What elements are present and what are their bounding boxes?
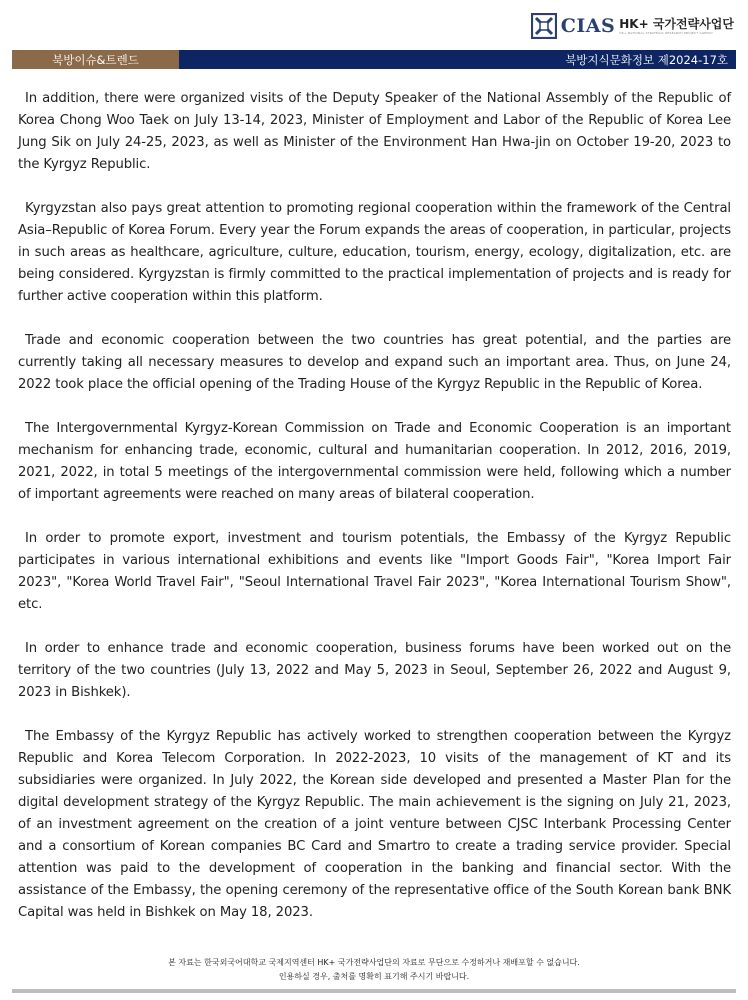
cias-logo bbox=[531, 12, 734, 40]
section-label: 북방이슈&트렌드 bbox=[12, 50, 179, 69]
paragraph: In order to enhance trade and economic cooperation, business forums have been worked out on the territory of the two countries (July 13, 2022 and May 5, 2023 in Seoul, September 26, 2022 and August 9, 2023 in Bishkek). bbox=[18, 641, 731, 700]
paragraph: Trade and economic cooperation between the two countries has great potential, and the parties are currently taking all necessary measures to develop and expand such an important area. Thus, on June 24, 2022 took place the official opening of the Trading House of the Kyrgyz Republic in the Republic of Korea. bbox=[18, 333, 731, 392]
logo-subtitle: HK+ NATIONAL STRATEGIC RESEARCH PROJECT AGENCY bbox=[619, 30, 714, 35]
article-body bbox=[18, 88, 731, 946]
paragraph: Kyrgyzstan also pays great attention to promoting regional cooperation within the framework of the Central Asia–Republic of Korea Forum. Every year the Forum expands the areas of cooperation, in particular, projects in such areas as healthcare, agriculture, culture, education, tourism, energy, ecology, digitalization, etc. are being considered. Kyrgyzstan is firmly committed to the practical implementation of projects and is ready for further active cooperation within this platform. bbox=[18, 201, 731, 304]
paragraph: The Embassy of the Kyrgyz Republic has actively worked to strengthen cooperation between the Kyrgyz Republic and Korea Telecom Corporation. In 2022-2023, 10 visits of the management of KT and its subsidiaries were organized. In July 2022, the Korean side developed and presented a Master Plan for the digital development strategy of the Kyrgyz Republic. The main achievement is the signing on July 21, 2023, of an investment agreement on the creation of a joint venture between CJSC Interbank Processing Center and a consortium of Korean companies BC Card and Smartro to create a trading service provider. Special attention was paid to the development of cooperation in the banking and financial sector. With the assistance of the Embassy, the opening ceremony of the representative office of the South Korean bank BNK Capital was held in Bishkek on May 18, 2023. bbox=[18, 729, 731, 920]
cias-emblem-icon bbox=[531, 13, 557, 39]
logo-text: CIAS bbox=[560, 15, 616, 37]
paragraph: The Intergovernmental Kyrgyz-Korean Commission on Trade and Economic Cooperation is an important mechanism for enhancing trade, economic, cultural and humanitarian cooperation. In 2012, 2016, 2019, 2021, 2022, in total 5 meetings of the intergovernmental commission were held, following which a number of important agreements were reached on many areas of bilateral cooperation. bbox=[18, 421, 731, 502]
paragraph: In order to promote export, investment and tourism potentials, the Embassy of the Kyrgyz Republic participates in various international exhibitions and events like "Import Goods Fair", "Korea Import Fair 2023", "Korea World Travel Fair", "Seoul International Travel Fair 2023", "Korea International Tourism Show", etc. bbox=[18, 531, 731, 612]
footer-line-2: 인용하실 경우, 출처를 명확히 표기해 주시기 바랍니다. bbox=[278, 972, 470, 981]
footer-line-1: 본 자료는 한국외국어대학교 국제지역센터 HK+ 국가전략사업단의 자료로 무단으로 수정하거나 재배포할 수 없습니다. bbox=[168, 958, 580, 967]
footer-divider bbox=[12, 989, 736, 993]
footer-notice bbox=[0, 956, 748, 984]
issue-label: 북방지식문화정보 제2024-17호 bbox=[565, 52, 728, 67]
header-bar bbox=[12, 50, 736, 69]
paragraph: In addition, there were organized visits of the Deputy Speaker of the National Assembly of the Republic of Korea Chong Woo Taek on July 13-14, 2023, Minister of Employment and Labor of the Republic of Korea Lee Jung Sik on July 24-25, 2023, as well as Minister of the Environment Han Hwa-jin on October 19-20, 2023 to the Kyrgyz Republic. bbox=[18, 91, 731, 172]
logo-hk-label: HK+ 국가전략사업단 bbox=[619, 16, 734, 31]
